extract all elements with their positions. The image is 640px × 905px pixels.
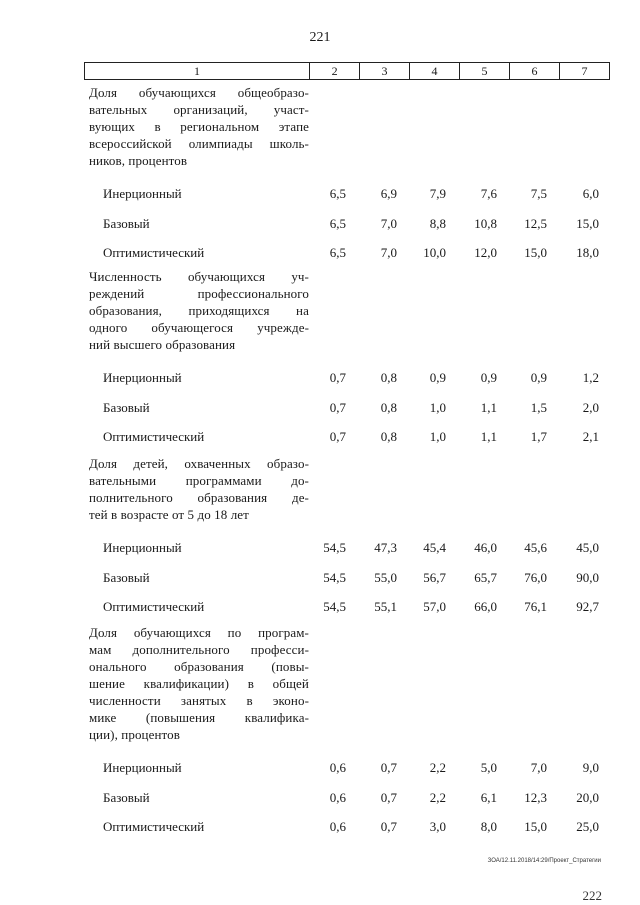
value-cell: 0,8 [380,429,397,444]
value-cell: 54,5 [323,540,346,555]
indicator-title-line: образования, приходящихся на [89,303,309,318]
value-cell: 0,9 [530,370,547,385]
value-cell: 1,1 [480,399,497,415]
value-cell: 76,1 [524,599,547,614]
table-row [84,216,610,234]
value-cell: 45,6 [524,540,547,555]
value-cell: 0,7 [329,399,346,415]
value-cell: 56,7 [423,569,446,585]
value-cell: 76,0 [524,569,547,585]
header-col-2: 2 [309,63,359,79]
scenario-label: Инерционный [103,186,182,201]
indicator-title-line: численности занятых в эконо- [89,693,309,708]
indicator-title-line: реждений профессионального [89,286,309,301]
value-cell: 0,6 [329,760,346,775]
value-cell: 0,7 [380,760,397,775]
scenario-label: Базовый [103,789,150,805]
value-cell: 57,0 [423,599,446,614]
indicator-title-line: Доля обучающихся по програм- [89,625,309,640]
indicator-title-line: онального образования (повы- [89,659,309,674]
page-number: 221 [309,30,331,45]
value-cell: 6,5 [329,186,346,201]
table-row [84,760,610,778]
table-row [84,599,610,617]
value-cell: 0,9 [480,370,497,385]
value-cell: 2,0 [582,399,599,415]
indicator-title-line: шение квалификации) в общей [89,676,309,691]
table-row [84,429,610,447]
value-cell: 7,6 [480,186,497,201]
scenario-label: Базовый [103,569,150,585]
value-cell: 65,7 [474,569,497,585]
table-row [84,790,610,808]
header-col-3: 3 [359,63,409,79]
value-cell: 18,0 [576,245,599,260]
value-cell: 54,5 [323,599,346,614]
value-cell: 47,3 [374,540,397,555]
value-cell: 7,0 [380,245,397,260]
value-cell: 1,5 [530,399,547,415]
value-cell: 8,0 [480,819,497,834]
value-cell: 8,8 [429,215,446,231]
value-cell: 6,0 [582,186,599,201]
indicator-title-line: мике (повышения квалифика- [89,710,309,725]
indicator-title-line: тей в возрасте от 5 до 18 лет [89,507,249,522]
header-col-6: 6 [509,63,559,79]
scenario-label: Оптимистический [103,245,205,260]
value-cell: 45,0 [576,540,599,555]
indicator-title-line: Численность обучающихся уч- [89,269,309,284]
value-cell: 15,0 [576,215,599,231]
value-cell: 1,1 [480,429,497,444]
scenario-label: Оптимистический [103,429,205,444]
value-cell: 6,9 [380,186,397,201]
scenario-label: Оптимистический [103,599,205,614]
indicator-title-line: Доля детей, охваченных образо- [89,456,309,471]
indicator-title-line: Доля обучающихся общеобразо- [89,85,309,100]
value-cell: 54,5 [323,569,346,585]
value-cell: 25,0 [576,819,599,834]
table-row [84,245,610,263]
value-cell: 0,7 [380,819,397,834]
value-cell: 0,9 [429,370,446,385]
value-cell: 55,1 [374,599,397,614]
indicator-title-line: ников, процентов [89,153,188,168]
next-page-number: 222 [582,888,602,903]
value-cell: 10,8 [474,215,497,231]
value-cell: 0,8 [380,399,397,415]
header-col-5: 5 [459,63,509,79]
scenario-label: Базовый [103,215,150,231]
value-cell: 7,9 [429,186,446,201]
scenario-label: Базовый [103,399,150,415]
value-cell: 5,0 [480,760,497,775]
value-cell: 7,0 [530,760,547,775]
table-header [84,62,610,80]
value-cell: 7,0 [380,215,397,231]
scenario-label: Инерционный [103,760,182,775]
header-col-1: 1 [194,64,201,78]
value-cell: 3,0 [429,819,446,834]
header-col-4: 4 [409,63,459,79]
value-cell: 15,0 [524,245,547,260]
indicator-title-line: вующих в региональном этапе [89,119,309,134]
value-cell: 90,0 [576,569,599,585]
value-cell: 10,0 [423,245,446,260]
value-cell: 6,5 [329,245,346,260]
value-cell: 7,5 [530,186,547,201]
indicator-title-line: одного обучающегося учрежде- [89,320,309,335]
value-cell: 0,6 [329,819,346,834]
value-cell: 1,7 [530,429,547,444]
scenario-label: Оптимистический [103,819,205,834]
table-row [84,186,610,204]
value-cell: 92,7 [576,599,599,614]
value-cell: 12,3 [524,789,547,805]
value-cell: 55,0 [374,569,397,585]
indicator-title-line: ний высшего образования [89,337,236,352]
header-col-7: 7 [559,63,609,79]
value-cell: 15,0 [524,819,547,834]
value-cell: 1,2 [582,370,599,385]
value-cell: 0,7 [380,789,397,805]
value-cell: 0,6 [329,789,346,805]
table-row [84,370,610,388]
value-cell: 9,0 [582,760,599,775]
table-row [84,540,610,558]
scenario-label: Инерционный [103,370,182,385]
table-row [84,570,610,588]
indicator-title-line: вательных организаций, участ- [89,102,309,117]
table-row [84,819,610,837]
value-cell: 12,0 [474,245,497,260]
footer-stamp: ЗОА/12.11.2018/14:29/Проект_Стратегии [487,858,601,864]
indicator-title-line: вательными программами до- [89,473,309,488]
value-cell: 2,1 [582,429,599,444]
value-cell: 46,0 [474,540,497,555]
value-cell: 1,0 [429,429,446,444]
indicator-title-line: мам дополнительного професси- [89,642,309,657]
indicator-title-line: ции), процентов [89,727,180,742]
value-cell: 2,2 [429,760,446,775]
value-cell: 6,1 [480,789,497,805]
value-cell: 0,7 [329,429,346,444]
value-cell: 45,4 [423,540,446,555]
indicator-title-line: всероссийской олимпиады школь- [89,136,309,151]
indicator-title-line: полнительного образования де- [89,490,309,505]
value-cell: 2,2 [429,789,446,805]
value-cell: 6,5 [329,215,346,231]
value-cell: 12,5 [524,215,547,231]
scenario-label: Инерционный [103,540,182,555]
value-cell: 20,0 [576,789,599,805]
value-cell: 66,0 [474,599,497,614]
value-cell: 0,8 [380,370,397,385]
table-row [84,400,610,418]
value-cell: 0,7 [329,370,346,385]
value-cell: 1,0 [429,399,446,415]
